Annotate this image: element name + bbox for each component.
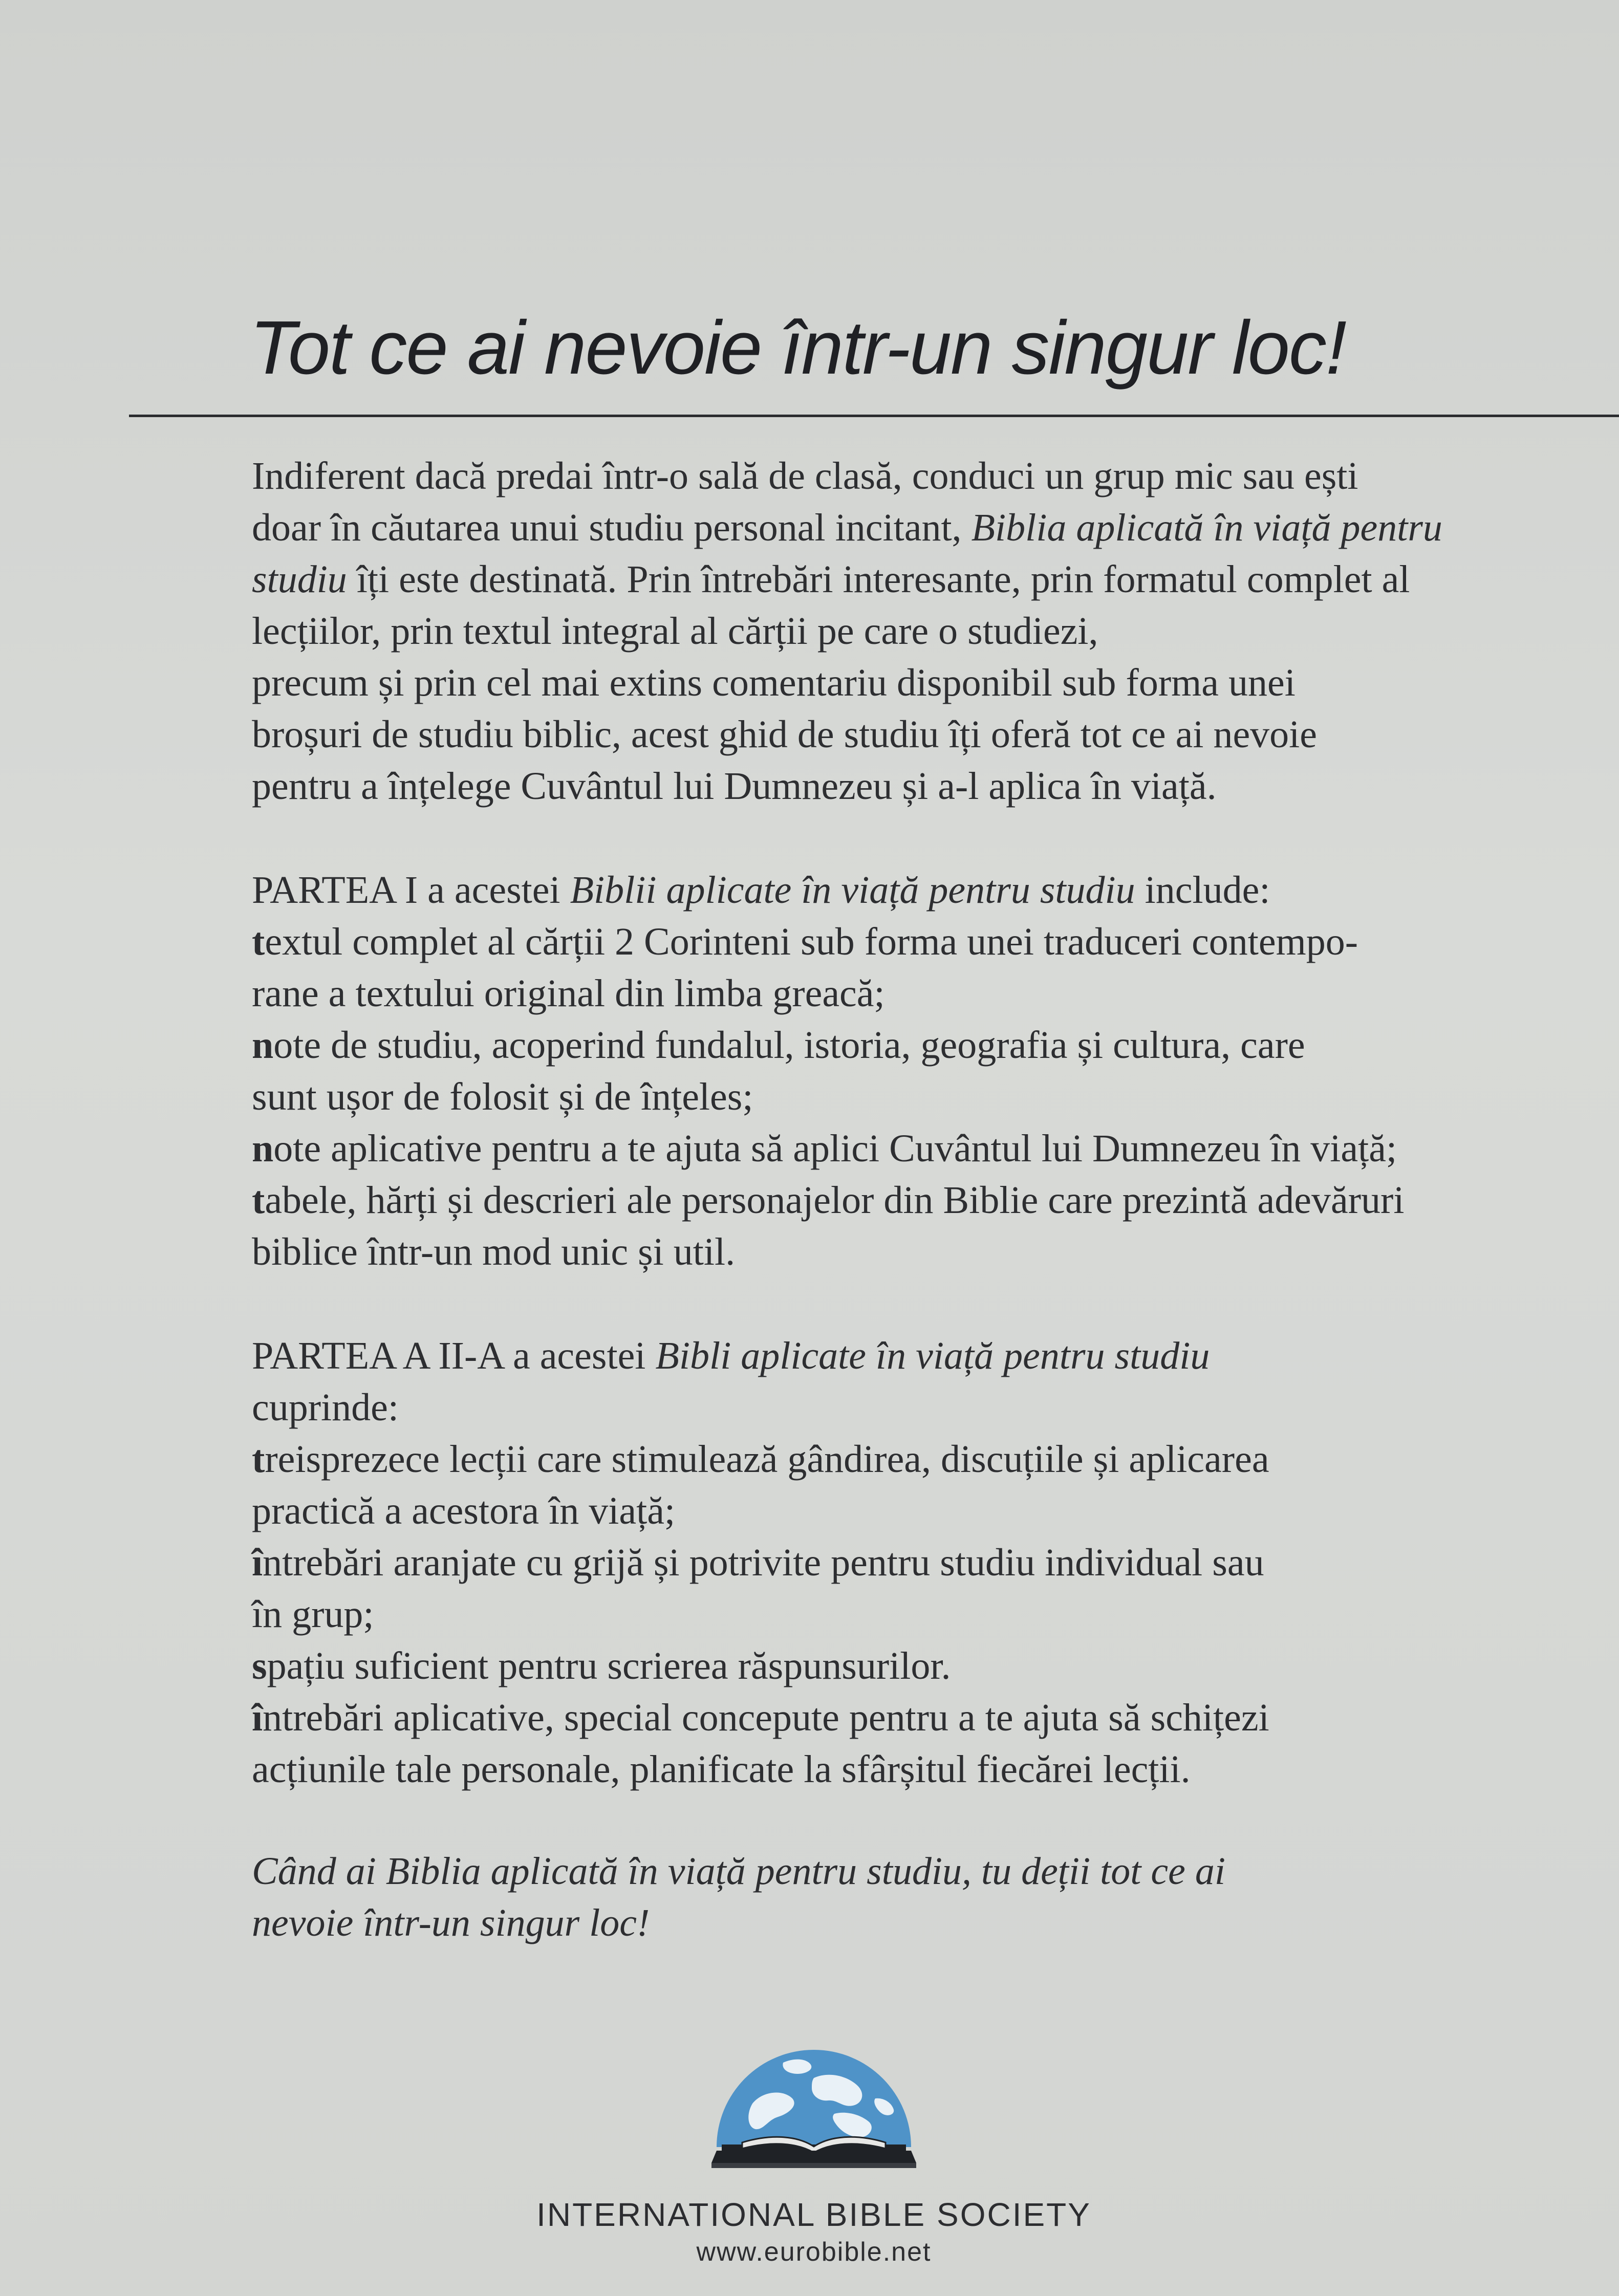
intro-line: Indiferent dacă predai într-o sală de clasă, conduci un grup mic sau ești [252, 454, 1358, 497]
part1-item [252, 1020, 1491, 1071]
part1-item-continuation: sunt ușor de folosit și de înțeles; [252, 1075, 753, 1118]
part2-item-continuation: acțiunile tale personale, planificate la sfârșitul fiecărei lecții. [252, 1748, 1191, 1791]
item-text: reisprezece lecții care stimulează gândirea, discuțiile și aplicarea [265, 1438, 1269, 1481]
globe-bible-logo-icon [706, 2042, 921, 2180]
spacer [252, 1278, 1491, 1330]
part2-heading-continuation: cuprinde: [252, 1386, 399, 1429]
item-initial: î [252, 1696, 263, 1739]
part1-heading-text: include: [1135, 869, 1270, 912]
item-text: abele, hărți și descrieri ale personajelor din Biblie care prezintă adevăruri [265, 1179, 1405, 1222]
item-text: extul complet al cărții 2 Corinteni sub forma unei traduceri contempo- [265, 920, 1358, 963]
item-initial: t [252, 1179, 265, 1222]
part1-section [252, 864, 1491, 1278]
item-text: ote de studiu, acoperind fundalul, istoria, geografia și cultura, care [273, 1024, 1305, 1067]
part2-item-continuation: practică a acestora în viață; [252, 1489, 676, 1532]
part1-heading [252, 864, 1491, 916]
website-link[interactable]: www.eurobible.net [696, 2237, 932, 2267]
part1-item [252, 1123, 1491, 1175]
part1-item [252, 916, 1491, 968]
intro-line: broșuri de studiu biblic, acest ghid de studiu îți oferă tot ce ai nevoie [252, 713, 1318, 756]
spacer [252, 1795, 1491, 1846]
part1-heading-text: PARTEA I a acestei [252, 869, 570, 912]
item-text: ote aplicative pentru a te ajuta să aplici Cuvântul lui Dumnezeu în viață; [273, 1127, 1397, 1170]
part2-item [252, 1640, 1491, 1692]
intro-text: doar în căutarea unui studiu personal incitant, [252, 506, 972, 549]
part2-book-title: Bibli aplicate în viață pentru studiu [655, 1334, 1210, 1377]
part1-item [252, 1175, 1491, 1226]
part2-item-continuation: în grup; [252, 1593, 374, 1636]
part2-item [252, 1537, 1491, 1589]
item-initial: t [252, 920, 265, 963]
intro-paragraph [252, 450, 1491, 812]
item-initial: s [252, 1644, 267, 1687]
closing-paragraph [252, 1846, 1491, 1949]
page-title: Tot ce ai nevoie într-un singur loc! [250, 306, 1346, 390]
intro-line: lecțiilor, prin textul integral al cărții pe care o studiezi, [252, 610, 1098, 653]
item-text: ntrebări aranjate cu grijă și potrivite pentru studiu individual sau [263, 1541, 1264, 1584]
body-text [252, 450, 1491, 1949]
intro-book-title: Biblia aplicată în viață pentru [971, 506, 1442, 549]
item-initial: t [252, 1438, 265, 1481]
part2-heading-text: PARTEA A II-A a acestei [252, 1334, 656, 1377]
organization-name: INTERNATIONAL BIBLE SOCIETY [536, 2196, 1091, 2233]
title-divider [129, 415, 1619, 417]
item-text: ntrebări aplicative, special concepute pentru a te ajuta să schițezi [263, 1696, 1269, 1739]
item-text: pațiu suficient pentru scrierea răspunsurilor. [267, 1644, 951, 1687]
part1-book-title: Biblii aplicate în viață pentru studiu [570, 869, 1135, 912]
item-initial: n [252, 1127, 274, 1170]
part2-item [252, 1692, 1491, 1744]
part2-section [252, 1330, 1491, 1795]
part1-item-continuation: rane a textului original din limba greacă; [252, 972, 885, 1015]
item-initial: î [252, 1541, 263, 1584]
part2-heading [252, 1330, 1491, 1382]
intro-line [252, 502, 1491, 554]
intro-line: precum și prin cel mai extins comentariu disponibil sub forma unei [252, 661, 1296, 704]
intro-line [252, 554, 1491, 605]
intro-book-title: studiu [252, 558, 347, 601]
item-initial: n [252, 1024, 274, 1067]
closing-line: nevoie într-un singur loc! [252, 1901, 650, 1944]
closing-line: Când ai Biblia aplicată în viață pentru studiu, tu deții tot ce ai [252, 1850, 1225, 1893]
part1-item-continuation: biblice într-un mod unic și util. [252, 1230, 736, 1273]
intro-text: îți este destinată. Prin întrebări interesante, prin formatul complet al [347, 558, 1410, 601]
part2-item [252, 1434, 1491, 1485]
spacer [252, 812, 1491, 864]
intro-line: pentru a înțelege Cuvântul lui Dumnezeu și a-l aplica în viață. [252, 765, 1217, 808]
